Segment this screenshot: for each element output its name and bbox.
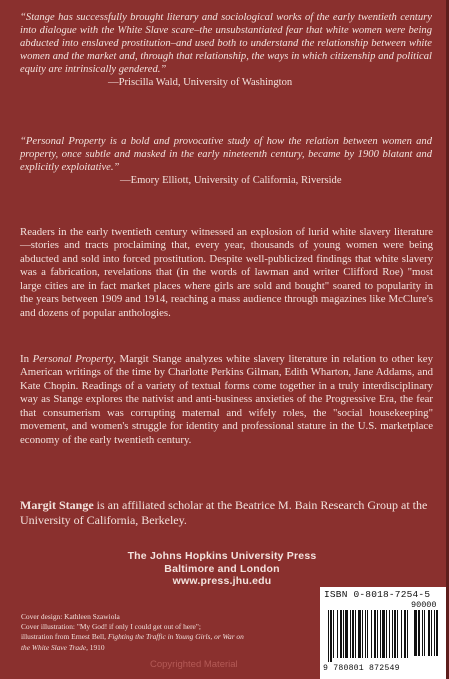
barcode-bar bbox=[350, 610, 351, 658]
barcode-bar bbox=[436, 610, 438, 656]
illustration-book-title: Fighting the Traffic in Young Girls, or War on the White Slave Trade bbox=[21, 632, 244, 652]
barcode-bars bbox=[328, 610, 440, 662]
author-bio-text: is an affiliated scholar at the Beatrice M. Bain Research Group at the University of California, Berkeley. bbox=[20, 498, 428, 527]
publisher-block bbox=[100, 550, 344, 588]
copyright-watermark: Copyrighted Material bbox=[150, 659, 238, 670]
quote-attribution: —Priscilla Wald, University of Washington bbox=[108, 77, 293, 89]
barcode-bar bbox=[418, 610, 420, 656]
review-quote-2 bbox=[20, 135, 432, 187]
barcode-bar bbox=[414, 610, 417, 656]
barcode-bar bbox=[333, 610, 334, 658]
description-paragraph-2 bbox=[20, 353, 433, 447]
barcode-bar bbox=[358, 610, 361, 658]
barcode-bar bbox=[328, 610, 329, 662]
barcode-bar bbox=[404, 610, 406, 658]
barcode-bar bbox=[386, 610, 387, 658]
quote-text: “Personal Property is a bold and provocative study of how the relation between women and property, once subtle and masked in the early nineteenth century, became by 1900 blatant and explicitly exploitative.” bbox=[20, 136, 432, 174]
barcode-bar bbox=[434, 610, 435, 656]
barcode-bar bbox=[365, 610, 366, 658]
barcode-bar bbox=[367, 610, 368, 658]
barcode-bar bbox=[340, 610, 342, 658]
barcode-number: 9 780801 872549 bbox=[323, 664, 400, 673]
barcode-bar bbox=[362, 610, 363, 658]
author-name: Margit Stange bbox=[20, 498, 94, 512]
paragraph-text: Readers in the early twentieth century witnessed an explosion of lurid white slavery literature—stories and tracts proclaiming that, every year, thousands of young women were being abducted and sold into forced prostitution. Despite well-publicized findings that white slavery was a fabrication, revelations that (in the words of lawman and writer Clifford Roe) "most large cities are in fact market places where girls are sold and bought" soared to popularity in the years between 1909 and 1914, reaching a mass audience through magazines like McClure's and dozens of popular anthologies. bbox=[20, 226, 433, 319]
quote-attribution: —Emory Elliott, University of California, Riverside bbox=[120, 175, 342, 187]
isbn-barcode bbox=[320, 587, 446, 679]
book-title: Personal Property bbox=[32, 353, 114, 365]
isbn-number: ISBN 0-8018-7254-5 bbox=[324, 589, 431, 600]
barcode-bar bbox=[389, 610, 390, 658]
publisher-cities: Baltimore and London bbox=[164, 562, 280, 575]
paragraph-text: , Margit Stange analyzes white slavery literature in relation to other key American writings of the time by Charlotte Perkins Gilman, Edith Wharton, Jane Addams, and Kate Chopin. Readings of a variety of textual forms come together in a truly interdisciplinary way as Stange explores the nativist and anti-business anxieties of the Progressive Era, the fear that consumerism was corrupting maternal and wifely roles, the "social housekeeping" movement, and women's struggle for identity and professional stature in the U.S. marketplace economy of the early twentieth century. bbox=[20, 353, 433, 446]
quote-text: “Stange has successfully brought literary and sociological works of the early twentieth century into dialogue with the White Slave scare–the unsubstantiated fear that white women were being abducted into enslaved prostitution–and used both to understand the relationship between white women and the market and, through that relationship, the ways in which citizenship and political equity are intrinsically gendered.” bbox=[20, 12, 432, 76]
cover-credits bbox=[21, 612, 251, 653]
barcode-bar bbox=[428, 610, 430, 656]
barcode-bar bbox=[401, 610, 402, 658]
author-bio bbox=[20, 498, 440, 528]
barcode-bar bbox=[345, 610, 348, 658]
cover-illustration-credit: Cover illustration: "My God! if only I could get out of here"; illustration from Ernest Bell, Fighting the Traffic in Young Girls, or War on the White Slave Trade, 1910 bbox=[21, 622, 244, 652]
barcode-bar bbox=[330, 610, 332, 662]
description-paragraph-1 bbox=[20, 226, 433, 320]
cover-design-credit: Cover design: Kathleen Szawiola bbox=[21, 612, 120, 621]
publisher-url: www.press.jhu.edu bbox=[172, 575, 272, 587]
barcode-addon-number: 90000 bbox=[411, 600, 437, 610]
publisher-name: The Johns Hopkins University Press bbox=[127, 550, 317, 562]
barcode-bar bbox=[371, 610, 372, 658]
barcode-bar bbox=[380, 610, 381, 658]
barcode-bar bbox=[355, 610, 356, 658]
review-quote-1 bbox=[20, 11, 432, 90]
paragraph-prefix: In bbox=[20, 353, 33, 365]
barcode-bar bbox=[397, 610, 398, 658]
barcode-bar bbox=[374, 610, 376, 658]
barcode-bar bbox=[382, 610, 385, 658]
barcode-bar bbox=[337, 610, 338, 658]
barcode-bar bbox=[343, 610, 344, 658]
barcode-bar bbox=[407, 610, 408, 658]
barcode-bar bbox=[424, 610, 425, 656]
barcode-bar bbox=[352, 610, 354, 658]
barcode-bar bbox=[431, 610, 432, 656]
barcode-bar bbox=[377, 610, 378, 658]
barcode-bar bbox=[392, 610, 393, 658]
barcode-bar bbox=[422, 610, 423, 656]
barcode-bar bbox=[394, 610, 396, 658]
